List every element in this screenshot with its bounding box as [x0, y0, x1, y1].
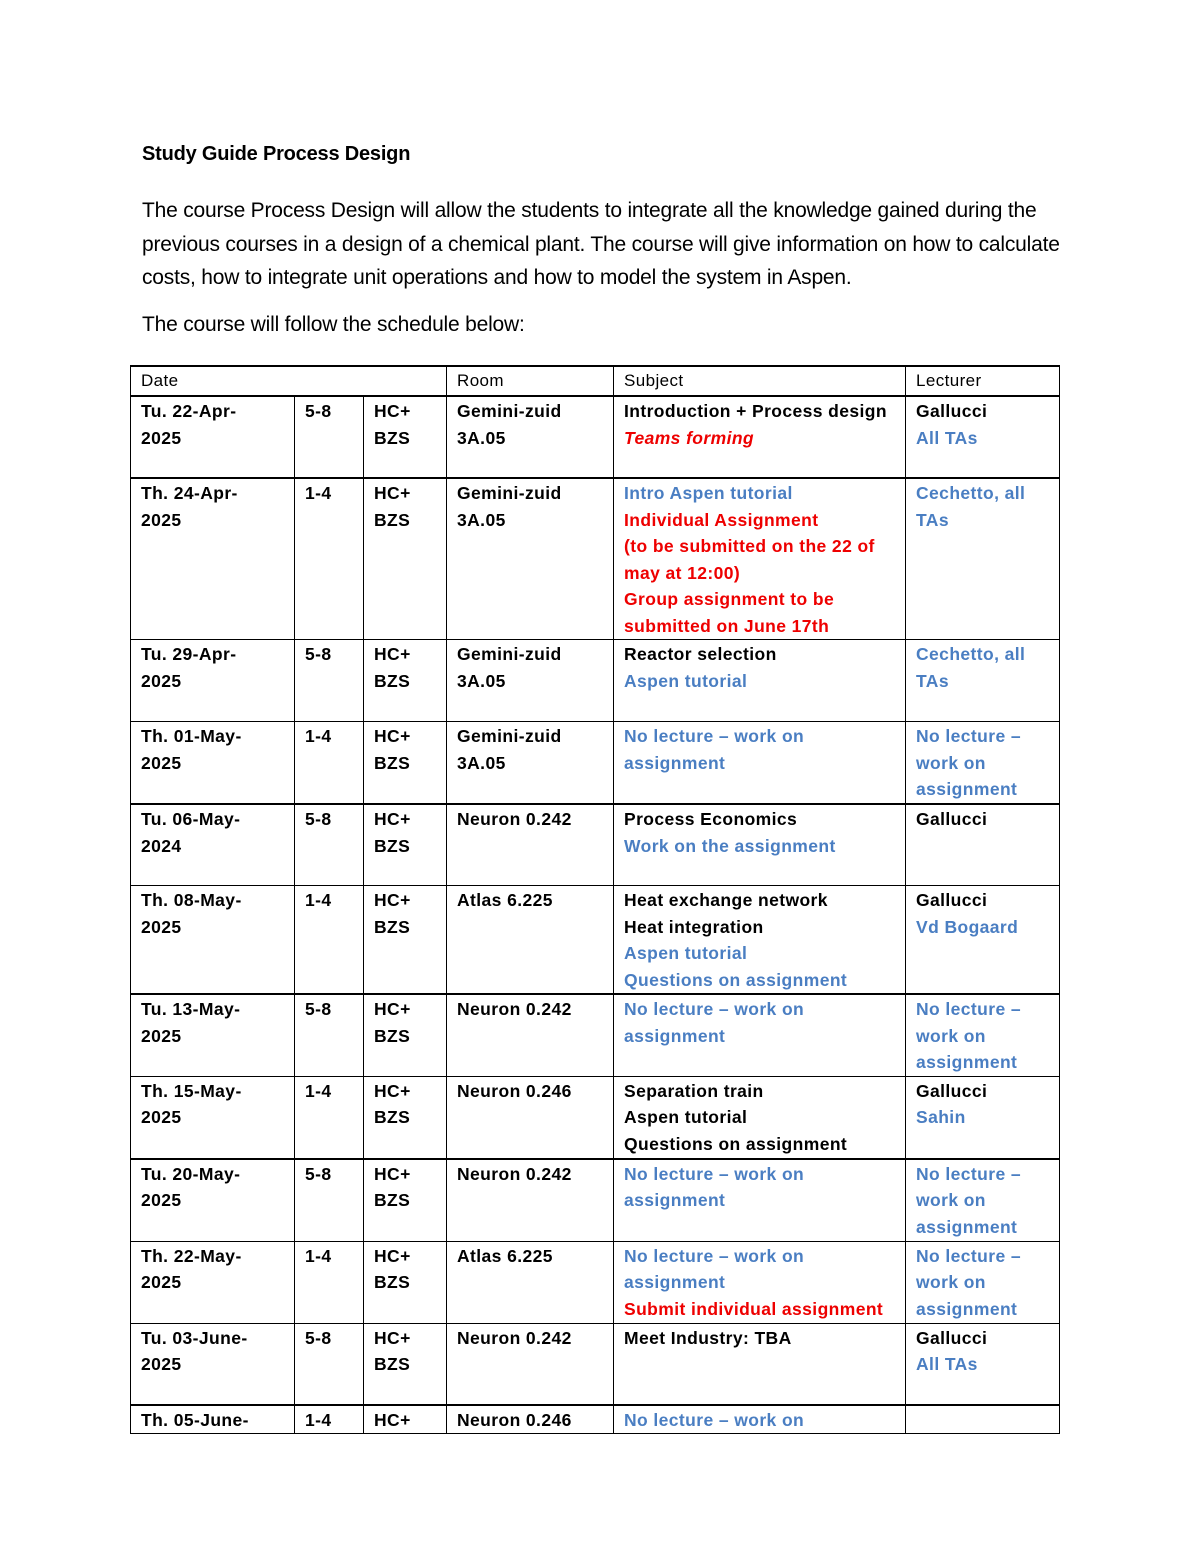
type-line: BZS	[374, 1025, 411, 1046]
room-line: 3A.05	[457, 670, 506, 691]
room-line: Gemini-zuid	[457, 726, 562, 746]
table-row	[131, 886, 1060, 995]
hours-cell	[295, 804, 364, 886]
date-line: 2025	[141, 509, 182, 530]
hours-value: 1-4	[305, 1409, 332, 1430]
type-cell	[364, 994, 447, 1076]
lecturer-entry: All TAs	[916, 1354, 978, 1374]
date-cell	[131, 1076, 295, 1159]
hours-cell	[295, 994, 364, 1076]
room-line: 3A.05	[457, 752, 506, 773]
room-line: Neuron 0.242	[457, 809, 572, 829]
lecturer-cell	[906, 396, 1060, 478]
lecturer-cell	[906, 994, 1060, 1076]
table-row	[131, 1323, 1060, 1405]
type-line: HC+	[374, 809, 411, 829]
room-cell	[447, 886, 614, 995]
hours-value: 5-8	[305, 999, 332, 1019]
subject-entry: Intro Aspen tutorial	[624, 483, 793, 503]
type-line: BZS	[374, 1107, 411, 1127]
subject-entry: Group assignment to be submitted on June 17th	[624, 589, 835, 636]
room-line: Atlas 6.225	[457, 1245, 553, 1266]
subject-entry: Process Economics	[624, 809, 798, 829]
hours-value: 1-4	[305, 1245, 332, 1266]
subject-entry: Introduction + Process design	[624, 401, 887, 421]
type-cell	[364, 1076, 447, 1159]
subject-cell	[614, 1405, 906, 1434]
room-line: Gemini-zuid	[457, 401, 562, 421]
lecturer-cell	[906, 1241, 1060, 1323]
lecturer-cell	[906, 1323, 1060, 1405]
type-line: HC+	[374, 401, 411, 421]
intro-paragraph: The course Process Design will allow the students to integrate all the knowledge gained during the previous courses in a design of a chemical plant. The course will give information on how to calculate costs, how to integrate unit operations and how to model the system in Aspen.	[142, 199, 1060, 289]
lecturer-entry: Cechetto, all TAs	[916, 644, 1026, 691]
date-cell	[131, 1241, 295, 1323]
type-cell	[364, 478, 447, 640]
type-line: BZS	[374, 427, 411, 448]
hours-value: 1-4	[305, 1080, 332, 1101]
date-cell	[131, 640, 295, 722]
subject-cell	[614, 1241, 906, 1323]
type-cell	[364, 396, 447, 478]
type-line: HC+	[374, 999, 411, 1019]
hours-value: 5-8	[305, 401, 332, 421]
type-line: HC+	[374, 1327, 411, 1348]
date-line: Tu. 03-June-	[141, 1327, 248, 1348]
date-line: 2024	[141, 835, 182, 856]
type-line: HC+	[374, 1080, 411, 1101]
room-line: Gemini-zuid	[457, 644, 562, 664]
hours-cell	[295, 1405, 364, 1434]
room-line: Neuron 0.246	[457, 1080, 572, 1101]
subject-entry: Heat integration	[624, 916, 764, 937]
hours-value: 5-8	[305, 809, 332, 829]
date-line: Tu. 13-May-	[141, 999, 241, 1019]
type-cell	[364, 804, 447, 886]
room-line: Neuron 0.242	[457, 999, 572, 1019]
date-cell	[131, 722, 295, 805]
subject-entry: Work on the assignment	[624, 835, 836, 856]
subject-cell	[614, 722, 906, 805]
room-line: 3A.05	[457, 509, 506, 530]
subject-entry: Submit individual assignment	[624, 1298, 884, 1319]
type-line: BZS	[374, 835, 411, 856]
date-line: Tu. 29-Apr-	[141, 644, 237, 664]
date-cell	[131, 886, 295, 995]
date-line: Th. 01-May-	[141, 726, 242, 746]
lecturer-cell	[906, 1076, 1060, 1159]
room-line: Gemini-zuid	[457, 483, 562, 503]
subject-entry: No lecture – work on assignment	[624, 1245, 805, 1292]
lecturer-cell	[906, 722, 1060, 805]
room-line: 3A.05	[457, 427, 506, 448]
date-line: Tu. 20-May-	[141, 1163, 241, 1184]
header-room: Room	[447, 366, 614, 396]
subject-entry: No lecture – work on assignment	[624, 726, 805, 773]
type-line: BZS	[374, 1190, 411, 1210]
room-line: Neuron 0.242	[457, 1163, 572, 1184]
subject-cell	[614, 396, 906, 478]
type-line: HC+	[374, 726, 411, 746]
subject-entry: Questions on assignment	[624, 969, 848, 990]
table-row	[131, 396, 1060, 478]
lecturer-entry: Gallucci	[916, 890, 988, 910]
room-cell	[447, 1241, 614, 1323]
subject-entry: Aspen tutorial	[624, 1107, 748, 1127]
subject-entry: Aspen tutorial	[624, 943, 748, 963]
date-line: Tu. 22-Apr-	[141, 401, 237, 421]
lecturer-entry: No lecture – work on assignment	[916, 999, 1021, 1072]
table-header-row	[131, 366, 1060, 396]
hours-cell	[295, 1241, 364, 1323]
subject-cell	[614, 478, 906, 640]
date-line: Th. 15-May-	[141, 1080, 242, 1101]
lecturer-entry: Gallucci	[916, 1327, 988, 1348]
lecturer-cell	[906, 804, 1060, 886]
date-cell	[131, 1323, 295, 1405]
subject-entry: No lecture – work on assignment	[624, 999, 805, 1046]
hours-cell	[295, 1076, 364, 1159]
lecturer-entry: Gallucci	[916, 1080, 988, 1101]
subject-entry: Reactor selection	[624, 644, 777, 664]
subject-cell	[614, 1159, 906, 1242]
date-cell	[131, 804, 295, 886]
subject-cell	[614, 640, 906, 722]
room-line: Neuron 0.246	[457, 1409, 572, 1430]
room-cell	[447, 478, 614, 640]
date-line: 2025	[141, 427, 182, 448]
hours-cell	[295, 640, 364, 722]
hours-value: 5-8	[305, 1327, 332, 1348]
header-lecturer: Lecturer	[906, 366, 1060, 396]
subject-cell	[614, 804, 906, 886]
date-cell	[131, 1405, 295, 1434]
type-line: BZS	[374, 509, 411, 530]
hours-value: 1-4	[305, 726, 332, 746]
subject-entry: No lecture – work on assignment	[624, 1163, 805, 1210]
schedule-lead-text: The course will follow the schedule below:	[142, 313, 525, 336]
hours-cell	[295, 396, 364, 478]
subject-entry: Individual Assignment	[624, 509, 819, 530]
table-row	[131, 1076, 1060, 1159]
subject-entry: Separation train	[624, 1080, 764, 1101]
lecturer-entry: Vd Bogaard	[916, 916, 1019, 937]
lecturer-entry: No lecture – work on assignment	[916, 1245, 1021, 1319]
header-date: Date	[131, 366, 447, 396]
subject-cell	[614, 1076, 906, 1159]
type-line: HC+	[374, 483, 411, 503]
subject-cell	[614, 886, 906, 995]
date-line: Th. 24-Apr-	[141, 483, 238, 503]
date-line: 2025	[141, 916, 182, 937]
date-cell	[131, 478, 295, 640]
room-cell	[447, 1323, 614, 1405]
hours-cell	[295, 886, 364, 995]
type-line: BZS	[374, 752, 411, 773]
hours-value: 5-8	[305, 1163, 332, 1184]
room-cell	[447, 994, 614, 1076]
subject-entry: Meet Industry: TBA	[624, 1327, 792, 1348]
document-title: Study Guide Process Design	[142, 143, 411, 165]
room-cell	[447, 640, 614, 722]
type-line: HC+	[374, 1409, 411, 1430]
lecturer-entry: Sahin	[916, 1107, 966, 1127]
date-line: Th. 08-May-	[141, 890, 242, 910]
hours-cell	[295, 478, 364, 640]
type-cell	[364, 640, 447, 722]
type-cell	[364, 1323, 447, 1405]
schedule-table	[130, 365, 1060, 1434]
date-line: 2025	[141, 1354, 182, 1374]
date-line: 2025	[141, 1190, 182, 1210]
type-line: BZS	[374, 916, 411, 937]
table-row	[131, 804, 1060, 886]
hours-cell	[295, 1159, 364, 1242]
lecturer-entry: No lecture – work on assignment	[916, 726, 1021, 799]
type-cell	[364, 1241, 447, 1323]
type-cell	[364, 1159, 447, 1242]
type-line: HC+	[374, 1245, 411, 1266]
lecturer-entry: No lecture – work on assignment	[916, 1163, 1021, 1237]
subject-entry: Questions on assignment	[624, 1133, 848, 1154]
hours-value: 1-4	[305, 890, 332, 910]
room-cell	[447, 722, 614, 805]
date-cell	[131, 994, 295, 1076]
room-line: Atlas 6.225	[457, 890, 553, 910]
table-row	[131, 1405, 1060, 1434]
room-cell	[447, 1159, 614, 1242]
room-cell	[447, 1405, 614, 1434]
date-line: 2025	[141, 752, 182, 773]
lecturer-entry: Gallucci	[916, 401, 988, 421]
hours-value: 1-4	[305, 483, 332, 503]
lecturer-cell	[906, 640, 1060, 722]
subject-entry: (to be submitted on the 22 of may at 12:00)	[624, 536, 875, 583]
type-line: HC+	[374, 1163, 411, 1184]
date-cell	[131, 396, 295, 478]
date-cell	[131, 1159, 295, 1242]
type-cell	[364, 1405, 447, 1434]
room-cell	[447, 396, 614, 478]
date-line: Tu. 06-May-	[141, 809, 241, 829]
lecturer-cell	[906, 478, 1060, 640]
type-cell	[364, 886, 447, 995]
lecturer-entry: All TAs	[916, 427, 978, 448]
hours-value: 5-8	[305, 644, 332, 664]
type-line: HC+	[374, 890, 411, 910]
header-subject: Subject	[614, 366, 906, 396]
type-line: BZS	[374, 1354, 411, 1374]
subject-entry: No lecture – work on	[624, 1409, 805, 1430]
table-row	[131, 478, 1060, 640]
room-cell	[447, 804, 614, 886]
date-line: 2025	[141, 1107, 182, 1127]
type-line: BZS	[374, 1272, 411, 1292]
subject-entry: Aspen tutorial	[624, 670, 748, 691]
subject-cell	[614, 1323, 906, 1405]
date-line: 2025	[141, 670, 182, 691]
lecturer-entry: Cechetto, all TAs	[916, 483, 1026, 530]
type-cell	[364, 722, 447, 805]
type-line: BZS	[374, 670, 411, 691]
type-line: HC+	[374, 644, 411, 664]
date-line: 2025	[141, 1025, 182, 1046]
hours-cell	[295, 722, 364, 805]
room-line: Neuron 0.242	[457, 1327, 572, 1348]
subject-cell	[614, 994, 906, 1076]
table-row	[131, 640, 1060, 722]
table-row	[131, 1241, 1060, 1323]
lecturer-cell	[906, 886, 1060, 995]
lecturer-cell	[906, 1159, 1060, 1242]
table-row	[131, 994, 1060, 1076]
date-line: Th. 05-June-	[141, 1409, 249, 1430]
hours-cell	[295, 1323, 364, 1405]
subject-entry: Teams forming	[624, 427, 755, 448]
room-cell	[447, 1076, 614, 1159]
subject-entry: Heat exchange network	[624, 890, 828, 910]
table-row	[131, 722, 1060, 805]
table-row	[131, 1159, 1060, 1242]
lecturer-cell	[906, 1405, 1060, 1434]
lecturer-entry: Gallucci	[916, 809, 988, 829]
date-line: Th. 22-May-	[141, 1245, 242, 1266]
date-line: 2025	[141, 1272, 182, 1292]
